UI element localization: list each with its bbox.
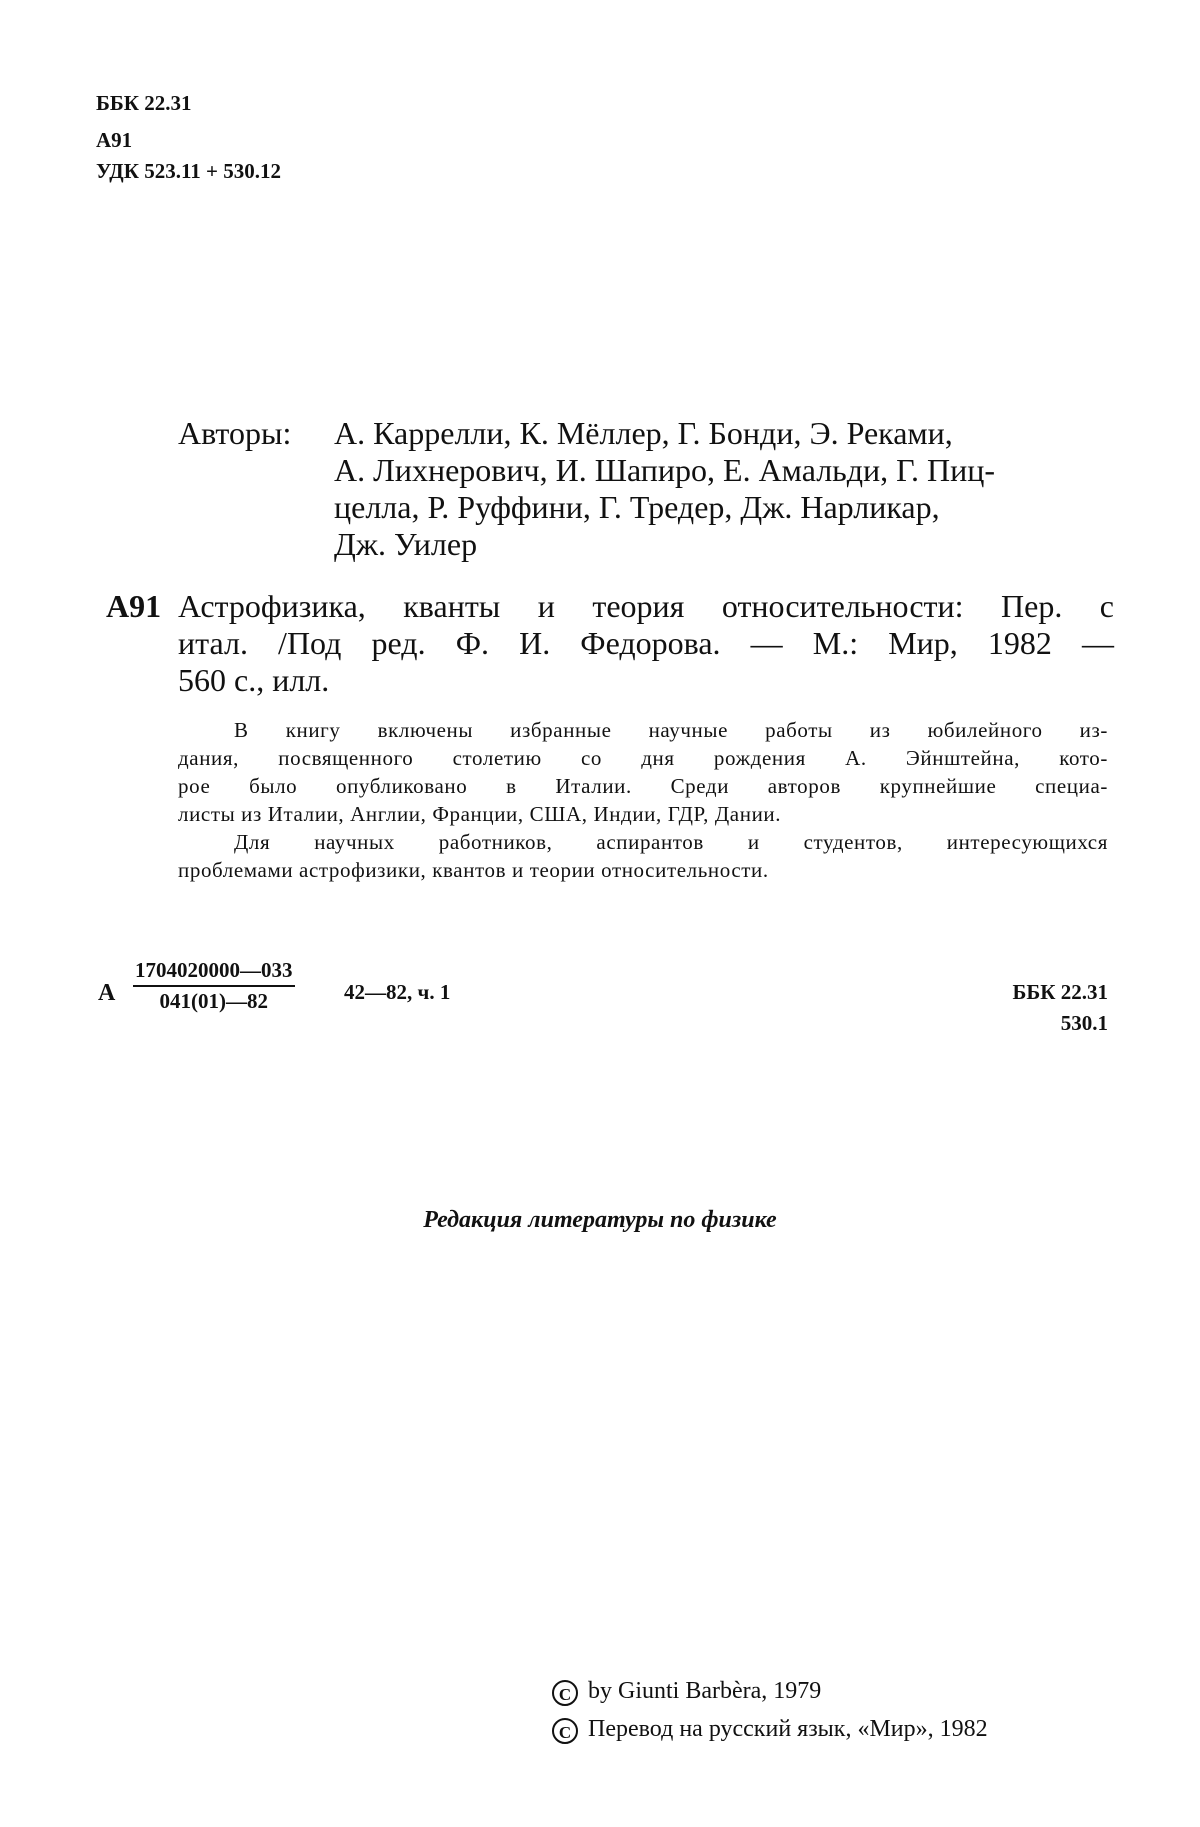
bbk-index: ББК 22.31 [96, 91, 192, 115]
catalog-denominator: 041(01)—82 [159, 989, 268, 1013]
copyright-text: by Giunti Barbèra, 1979 [588, 1678, 822, 1704]
authors-label: Авторы: [178, 415, 292, 451]
annotation-line: рое было опубликовано в Италии. Среди авторов крупнейшие специа- [178, 774, 1108, 798]
annotation-line: листы из Италии, Англии, Франции, США, Индии, ГДР, Дании. [178, 802, 782, 826]
authors-line: А. Лихнерович, И. Шапиро, Е. Амальди, Г. Пиц- [334, 452, 996, 488]
copyright-line [552, 1716, 988, 1744]
catalog-bbk: ББК 22.31 [1012, 980, 1108, 1004]
annotation-line: В книгу включены избранные научные работы из юбилейного из- [234, 718, 1108, 742]
udk-index: УДК 523.11 + 530.12 [96, 159, 282, 183]
catalog-numerator: 1704020000—033 [133, 958, 295, 987]
copyright-line [552, 1678, 821, 1706]
authors-line: А. Каррелли, К. Мёллер, Г. Бонди, Э. Реками, [334, 415, 953, 451]
catalog-suffix: 42—82, ч. 1 [344, 980, 451, 1004]
copyright-icon: C [552, 1680, 578, 1706]
catalog-fraction [133, 958, 295, 1014]
annotation-line: дания, посвященного столетию со дня рождения А. Эйнштейна, кото- [178, 746, 1108, 770]
copyright-icon: C [552, 1718, 578, 1744]
bibliographic-line: Астрофизика, кванты и теория относительности: Пер. с [178, 588, 1114, 624]
bibliographic-line: итал. /Под ред. Ф. И. Федорова. — М.: Мир, 1982 — [178, 625, 1114, 661]
annotation-line: проблемами астрофизики, квантов и теории относительности. [178, 858, 769, 882]
bibliographic-code: А91 [106, 588, 162, 624]
section-title: Редакция литературы по физике [423, 1207, 777, 1233]
bibliographic-line: 560 с., илл. [178, 662, 330, 698]
copyright-text: Перевод на русский язык, «Мир», 1982 [588, 1716, 988, 1742]
catalog-bbk-2: 530.1 [1060, 1011, 1108, 1035]
catalog-prefix: А [98, 980, 116, 1006]
annotation-line: Для научных работников, аспирантов и студентов, интересующихся [234, 830, 1108, 854]
authors-line: целла, Р. Руффини, Г. Тредер, Дж. Нарликар, [334, 489, 940, 525]
authors-line: Дж. Уилер [334, 526, 478, 562]
book-code: А91 [96, 128, 133, 152]
